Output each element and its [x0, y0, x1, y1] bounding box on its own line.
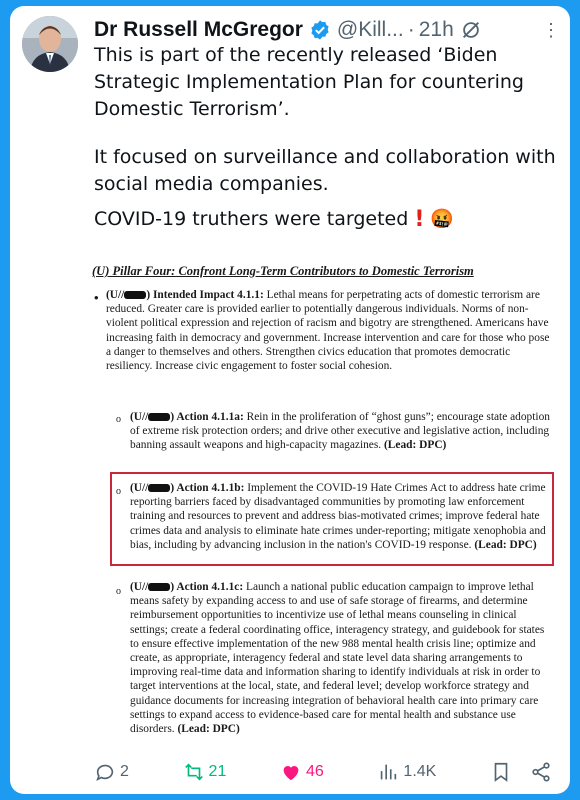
tweet-text-paragraph-2: It focused on surveillance and collaboration with social media companies. — [94, 146, 556, 195]
redaction-mark — [148, 484, 170, 492]
action-a-lead: (Lead: DPC) — [384, 439, 447, 452]
action-icons-right — [490, 761, 552, 783]
document-title: (U) Pillar Four: Confront Long-Term Contributors to Domestic Terrorism — [92, 264, 474, 278]
sub-bullet-c: o — [116, 586, 121, 597]
sub-bullet-a: o — [116, 414, 121, 425]
views-button[interactable] — [377, 761, 436, 783]
action-b-prefix: (U// — [130, 482, 149, 494]
author-name[interactable]: Dr Russell McGregor — [94, 18, 303, 41]
action-c-label: ) Action 4.1.1c: — [170, 581, 244, 593]
action-a-text: Rein in the proliferation of “ghost guns”; encourage state adoption of extreme risk protection orders; and drive other executive and legislative action, including banning assault weapons and high-capacity magazines. — [130, 411, 550, 452]
tweet-text-paragraph-1: This is part of the recently released ‘Biden Strategic Implementation Plan for countering Domestic Terrorism’. — [94, 44, 524, 120]
tweet-text-line: COVID-19 truthers were targeted — [94, 208, 409, 230]
reply-icon — [94, 761, 116, 783]
impact-label: ) Intended Impact 4.1.1: — [146, 289, 264, 301]
repost-button[interactable] — [183, 761, 227, 783]
grok-icon[interactable] — [460, 19, 482, 41]
tweet-text-paragraph-3 — [94, 206, 558, 233]
share-icon[interactable] — [530, 761, 552, 783]
impact-label-prefix: (U// — [106, 289, 125, 301]
heart-icon — [280, 761, 302, 783]
timestamp[interactable]: 21h — [418, 18, 454, 41]
like-button[interactable] — [280, 761, 324, 783]
redaction-mark — [124, 291, 146, 299]
views-count: 1.4K — [403, 763, 437, 780]
like-count: 46 — [305, 763, 324, 780]
action-c-prefix: (U// — [130, 581, 149, 593]
exclamation-emoji: ! — [414, 207, 425, 232]
redaction-mark — [148, 413, 170, 421]
more-icon[interactable]: ⋮ — [542, 20, 558, 40]
action-a-label: ) Action 4.1.1a: — [170, 411, 244, 423]
avatar[interactable] — [22, 16, 78, 72]
impact-text: Lethal means for perpetrating acts of domestic terrorism are reduced. Greater care is provided earlier to potentially dangerous individuals. Norms of non-violent political expression and rejection of racism and bigotry are strengthened. Americans have increasing faith in democracy and government. Increase intervention and care for those who pose a danger to themselves and others. Strengthen civics education that promotes democratic resiliency. Increase civic engagement to foster social cohesion. — [106, 289, 550, 373]
tweet-action-bar — [94, 756, 552, 788]
separator-dot: · — [407, 18, 415, 41]
document-action-a — [130, 410, 554, 453]
document-intended-impact — [106, 288, 554, 373]
action-c-text: Launch a national public education campaign to improve lethal means safety by expanding access to and use of safe storage of firearms, and determine reimbursement opportunities to incentivize use of lethal means counseling in clinical settings; create a federal coordinating office, interagency strategy, and guidebook for states to ensure effective implementation of the new 988 mental health crisis line; optimize and create, as appropriate, interagency federal and state level data sharing arrangements to improving real-time data and information sharing to identify individuals at risk in order to target interventions at the local, state, and federal level; develop workforce strategy and guidance documents for increasing integration of behavioral health care into primary care settings to expand access to evidence-based care for mental health and substance use disorders. — [130, 581, 545, 736]
repost-count: 21 — [208, 763, 227, 780]
author-handle[interactable]: @Kill... — [336, 18, 404, 41]
action-b-label: ) Action 4.1.1b: — [170, 482, 245, 494]
action-c-lead: (Lead: DPC) — [177, 723, 240, 736]
action-b-lead: (Lead: DPC) — [474, 538, 537, 551]
redaction-mark — [148, 583, 170, 591]
verified-badge-icon — [309, 19, 331, 41]
action-b-text: Implement the COVID-19 Hate Crimes Act to address hate crime reporting barriers faced by disadvantaged communities by promoting law enforcement training and resources to prevent and address bias-motivated crimes; improve federal hate crimes data and analysis to eliminate hate crimes under-reporting; mitigate xenophobia and bias, including by advancing inclusion in the nation's COVID-19 response. — [130, 482, 546, 551]
views-icon — [377, 761, 399, 783]
attached-document-image[interactable] — [84, 250, 560, 746]
action-a-prefix: (U// — [130, 411, 149, 423]
reply-count: 2 — [120, 763, 129, 780]
angry-face-emoji: 🤬 — [430, 208, 455, 230]
document-bullet: • — [94, 290, 99, 305]
reply-button[interactable] — [94, 761, 129, 783]
sub-bullet-b: o — [116, 486, 121, 497]
document-action-c — [130, 580, 554, 736]
tweet-card[interactable] — [10, 6, 570, 794]
bookmark-icon[interactable] — [490, 761, 512, 783]
repost-icon — [183, 761, 205, 783]
document-action-b — [130, 481, 550, 552]
